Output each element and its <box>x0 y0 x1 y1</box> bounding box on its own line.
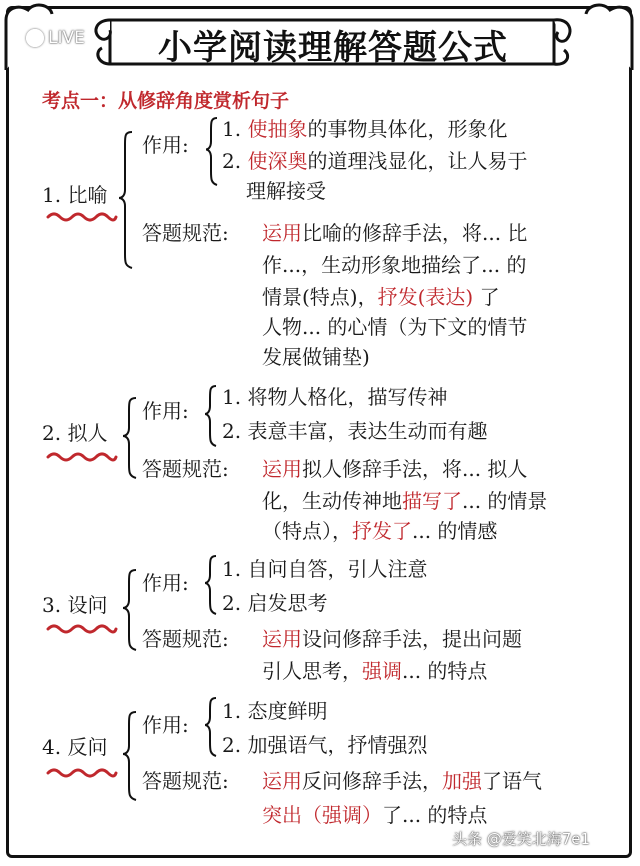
rhetoric-underline <box>46 766 118 780</box>
highlight-text: 加强 <box>442 769 482 793</box>
body-text: 了 <box>473 285 500 309</box>
role-brace <box>204 696 218 758</box>
role-label: 作用: <box>142 133 189 157</box>
standard-line <box>262 312 527 342</box>
role-brace <box>204 384 218 448</box>
role-line <box>222 146 527 176</box>
highlight-text: 运用 <box>262 457 302 481</box>
highlight-text: 使深奥 <box>247 149 308 173</box>
body-text: 2. <box>222 149 248 173</box>
highlight-text: 运用 <box>262 627 302 651</box>
rhetoric-name: 2. 拟人 <box>42 421 108 445</box>
rhetoric-underline <box>46 450 118 464</box>
role-line <box>222 382 447 412</box>
body-text: ... 的特点 <box>402 659 488 683</box>
standard-line <box>262 218 527 248</box>
role-line <box>222 554 427 584</box>
body-text: 2. 启发思考 <box>222 591 328 615</box>
body-text: 发展做铺垫) <box>262 345 370 369</box>
page-title: 小学阅读理解答题公式 <box>158 28 508 68</box>
role-label: 作用: <box>142 399 189 423</box>
body-text: 了语气 <box>482 769 542 793</box>
role-line <box>222 416 487 446</box>
outer-brace <box>118 130 134 270</box>
outer-brace <box>122 396 138 480</box>
section-title: 考点一：从修辞角度赏析句子 <box>42 90 290 112</box>
highlight-text: 抒发了 <box>352 519 412 543</box>
live-label: LIVE <box>48 28 85 48</box>
body-text: 1. 态度鲜明 <box>222 699 328 723</box>
standard-label: 答题规范: <box>142 627 229 651</box>
live-badge <box>26 28 85 48</box>
outer-brace <box>122 710 138 802</box>
rhetoric-underline <box>46 210 118 224</box>
standard-line <box>262 250 527 280</box>
body-text: 2. 加强语气，抒情强烈 <box>222 733 428 757</box>
body-text: 人物... 的心情（为下文的情节 <box>262 315 528 339</box>
body-text: 作...，生动形象地描绘了... 的 <box>262 253 527 277</box>
role-label: 作用: <box>142 713 189 737</box>
standard-line <box>262 766 542 796</box>
highlight-text: 运用 <box>262 769 302 793</box>
highlight-text: 抒发(表达) <box>377 285 474 309</box>
role-line <box>246 176 326 206</box>
standard-label: 答题规范: <box>142 457 229 481</box>
body-text: 反问修辞手法， <box>302 769 442 793</box>
body-text: 化，生动传神地 <box>262 489 402 513</box>
body-text: 情景(特点)， <box>262 285 378 309</box>
rhetoric-name: 3. 设问 <box>42 593 108 617</box>
rhetoric-name: 4. 反问 <box>42 735 108 759</box>
standard-line <box>262 656 487 686</box>
body-text: 1. 将物人格化，描写传神 <box>222 385 448 409</box>
body-text: 比喻的修辞手法，将... 比 <box>302 221 528 245</box>
body-text: 了... 的特点 <box>382 803 488 827</box>
standard-label: 答题规范: <box>142 221 229 245</box>
standard-line <box>262 516 497 546</box>
highlight-text: 使抽象 <box>247 117 308 141</box>
highlight-text: 强调 <box>362 659 402 683</box>
standard-line <box>262 342 370 372</box>
rhetoric-name: 1. 比喻 <box>42 183 108 207</box>
body-text: 拟人修辞手法，将... 拟人 <box>302 457 528 481</box>
body-text: （特点）， <box>262 519 352 543</box>
role-label: 作用: <box>142 571 189 595</box>
role-line <box>222 588 327 618</box>
live-icon <box>26 29 44 47</box>
standard-line <box>262 486 547 516</box>
highlight-text: 突出（强调） <box>262 803 382 827</box>
standard-line <box>262 800 487 830</box>
standard-line <box>262 454 527 484</box>
standard-line <box>262 624 522 654</box>
standard-label: 答题规范: <box>142 769 229 793</box>
body-text: ... 的情感 <box>412 519 498 543</box>
role-brace <box>204 554 218 616</box>
body-text: 1. <box>222 117 248 141</box>
body-text: 2. 表意丰富，表达生动而有趣 <box>222 419 488 443</box>
role-line <box>222 730 427 760</box>
role-line <box>222 696 327 726</box>
highlight-text: 描写了 <box>402 489 462 513</box>
body-text: 的道理浅显化，让人易于 <box>307 149 528 173</box>
role-line <box>222 114 507 144</box>
body-text: 设问修辞手法，提出问题 <box>302 627 522 651</box>
body-text: 的事物具体化，形象化 <box>307 117 508 141</box>
body-text: 理解接受 <box>246 179 326 203</box>
outer-brace <box>122 568 138 652</box>
watermark: 头条 @爱笑北海7e1 <box>452 830 591 848</box>
rhetoric-underline <box>46 622 118 636</box>
standard-line <box>262 282 500 312</box>
body-text: 1. 自问自答，引人注意 <box>222 557 428 581</box>
body-text: 引人思考， <box>262 659 362 683</box>
highlight-text: 运用 <box>262 221 302 245</box>
role-brace <box>205 116 219 187</box>
body-text: ... 的情景 <box>462 489 548 513</box>
